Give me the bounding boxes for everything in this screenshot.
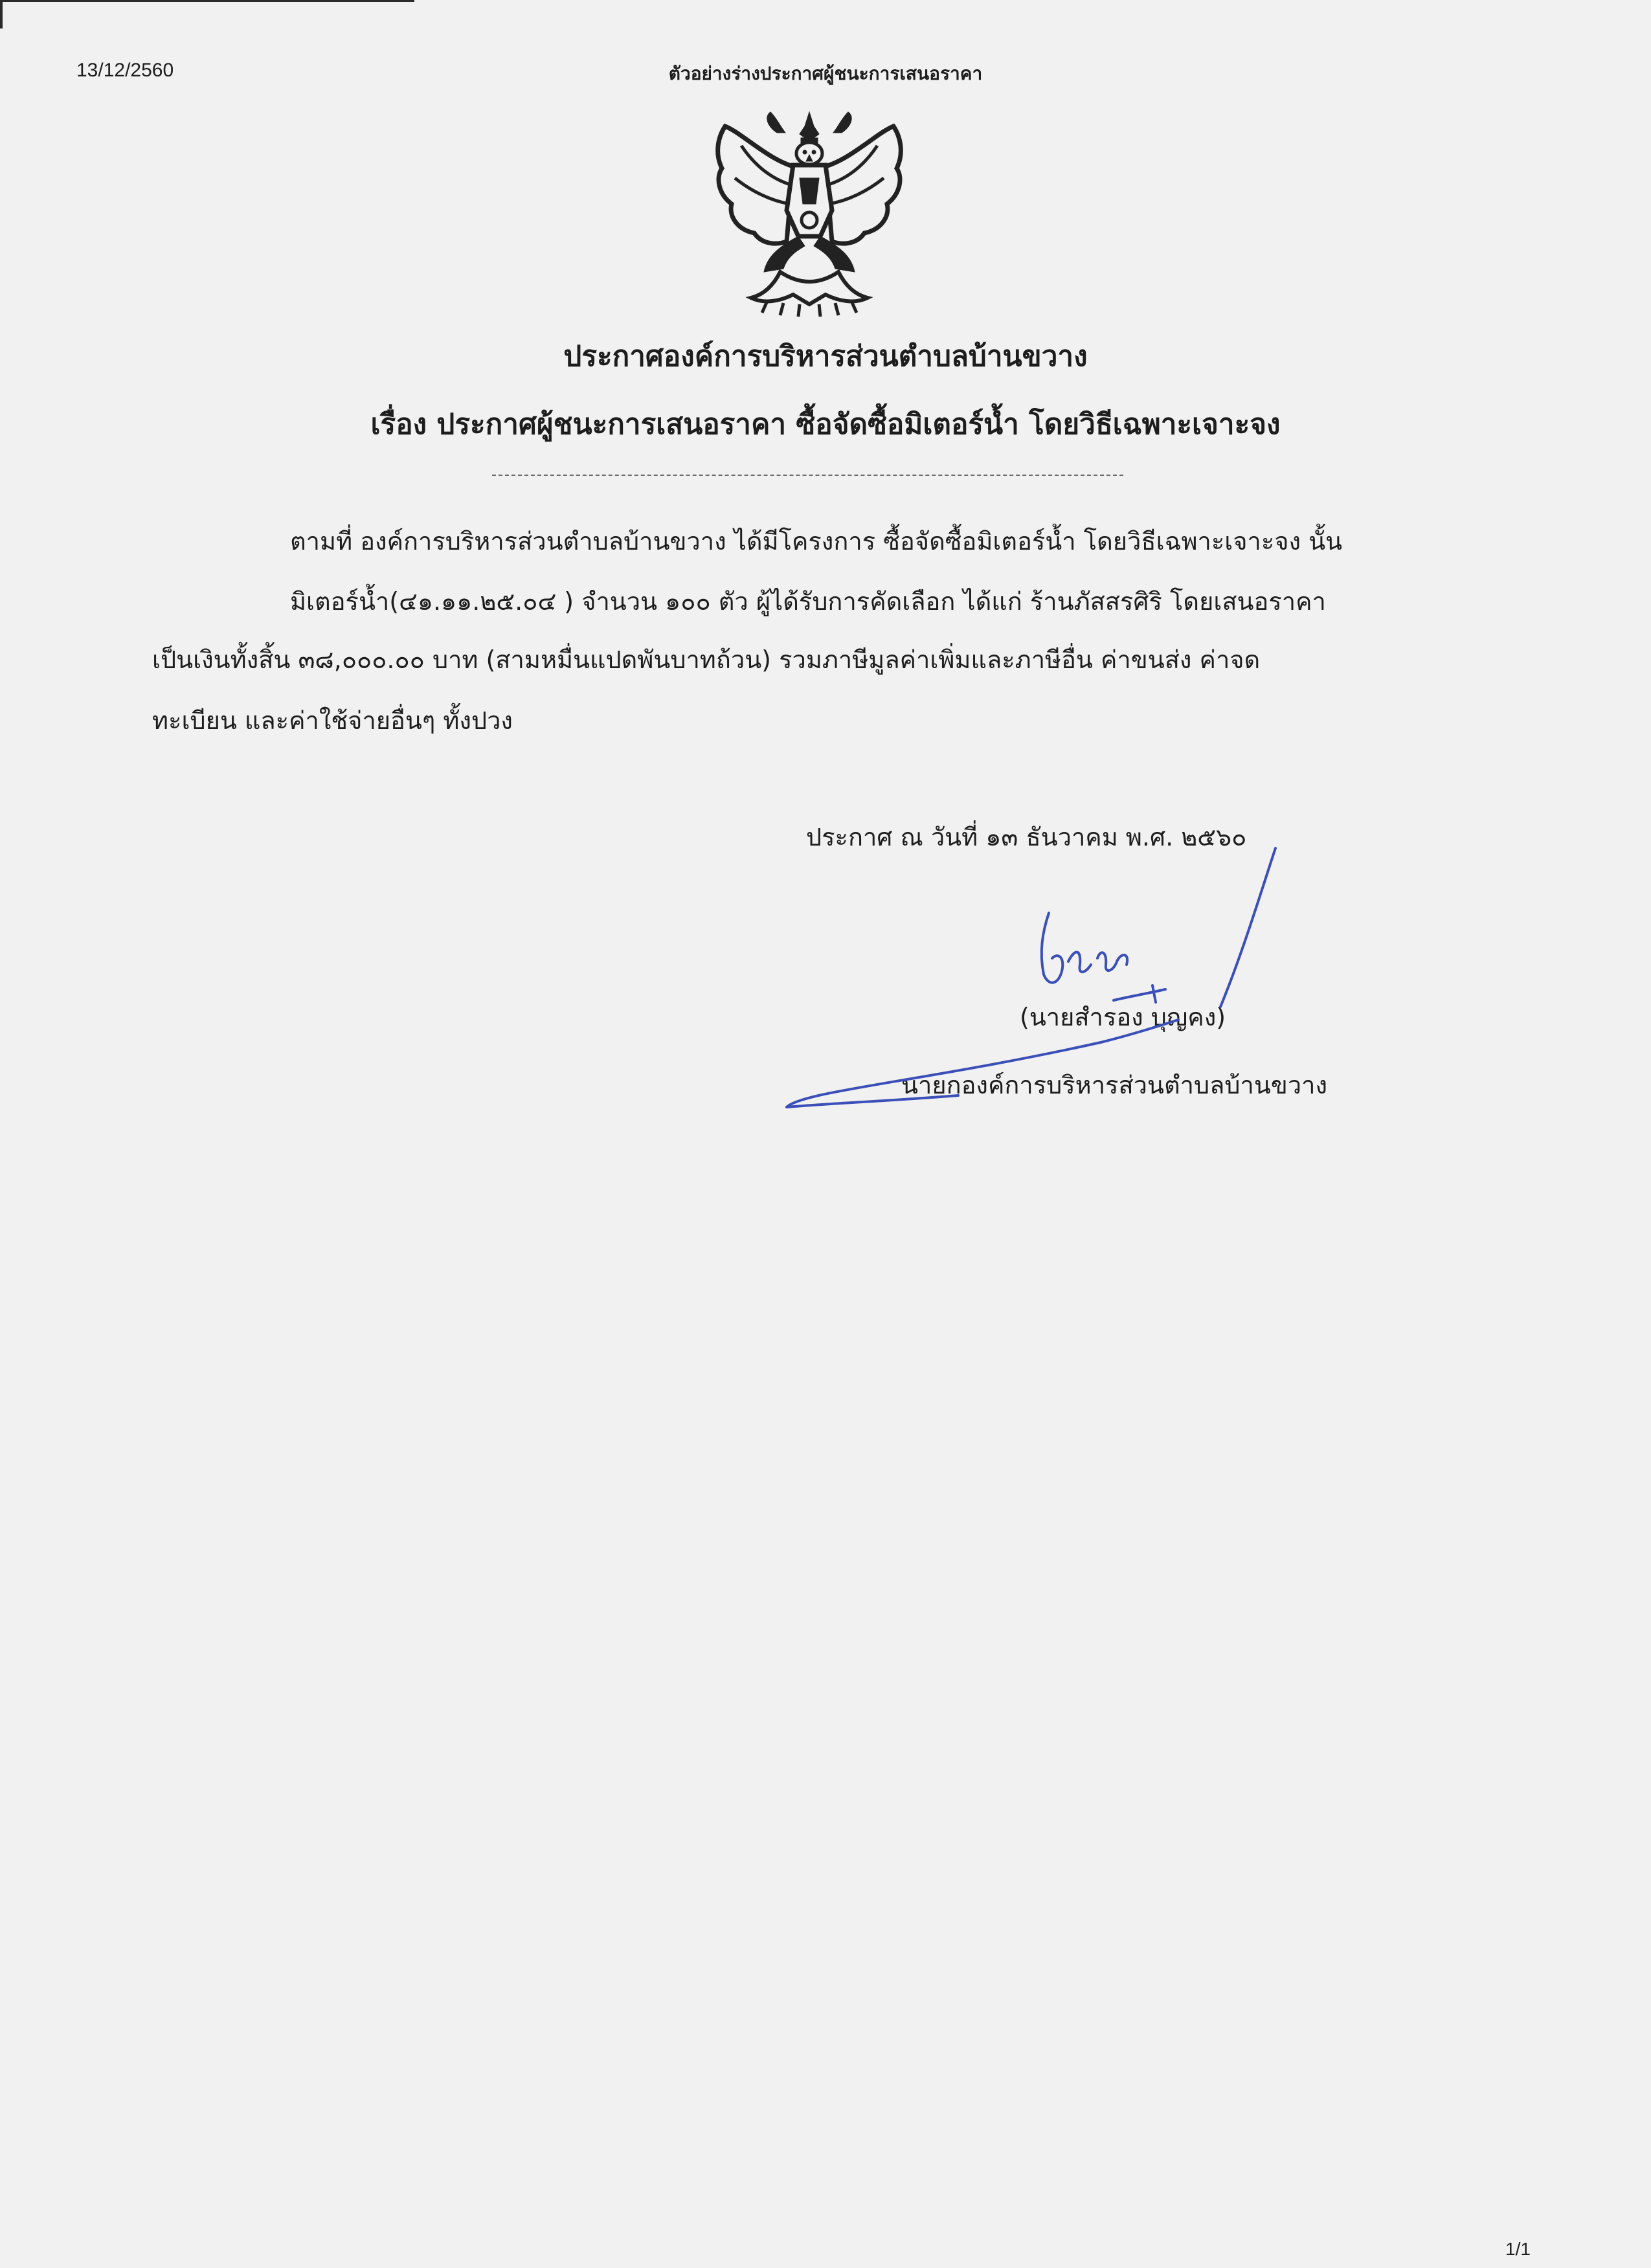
body-line: ตามที่ องค์การบริหารส่วนตำบลบ้านขวาง ได้มีโครงการ ซื้อจัดซื้อมิเตอร์น้ำ โดยวิธีเฉพาะเจาะจง นั้น: [290, 527, 1343, 556]
scan-edge-left: [0, 0, 3, 28]
page-number: 1/1: [1505, 2239, 1531, 2259]
announcement-subject: เรื่อง ประกาศผู้ชนะการเสนอราคา ซื้อจัดซื้อมิเตอร์น้ำ โดยวิธีเฉพาะเจาะจง: [370, 408, 1281, 441]
handwritten-signature: [764, 835, 1334, 1133]
body-line: ทะเบียน และค่าใช้จ่ายอื่นๆ ทั้งปวง: [152, 706, 513, 735]
scan-edge-top: [0, 0, 414, 2]
garuda-emblem-icon: [702, 107, 916, 320]
signer-position: นายกองค์การบริหารส่วนตำบลบ้านขวาง: [901, 1071, 1328, 1099]
body-line: เป็นเงินทั้งสิ้น ๓๘,๐๐๐.๐๐ บาท (สามหมื่นแปดพันบาทถ้วน) รวมภาษีมูลค่าเพิ่มและภาษีอื่น ค่าขนส่ง ค่าจด: [152, 646, 1261, 674]
announcement-title: ประกาศองค์การบริหารส่วนตำบลบ้านขวาง: [563, 340, 1088, 373]
print-header-title: ตัวอย่างร่างประกาศผู้ชนะการเสนอราคา: [668, 63, 983, 84]
signer-name: (นายสำรอง บุญคง): [1020, 1003, 1226, 1031]
announcement-date: ประกาศ ณ วันที่ ๑๓ ธันวาคม พ.ศ. ๒๕๖๐: [806, 823, 1247, 851]
print-date: 13/12/2560: [76, 60, 174, 81]
title-separator: [492, 475, 1123, 476]
body-line: มิเตอร์น้ำ(๔๑.๑๑.๒๕.๐๔ ) จำนวน ๑๐๐ ตัว ผู้ได้รับการคัดเลือก ได้แก่ ร้านภัสสรศิริ โดยเสนอราคา: [290, 587, 1326, 616]
